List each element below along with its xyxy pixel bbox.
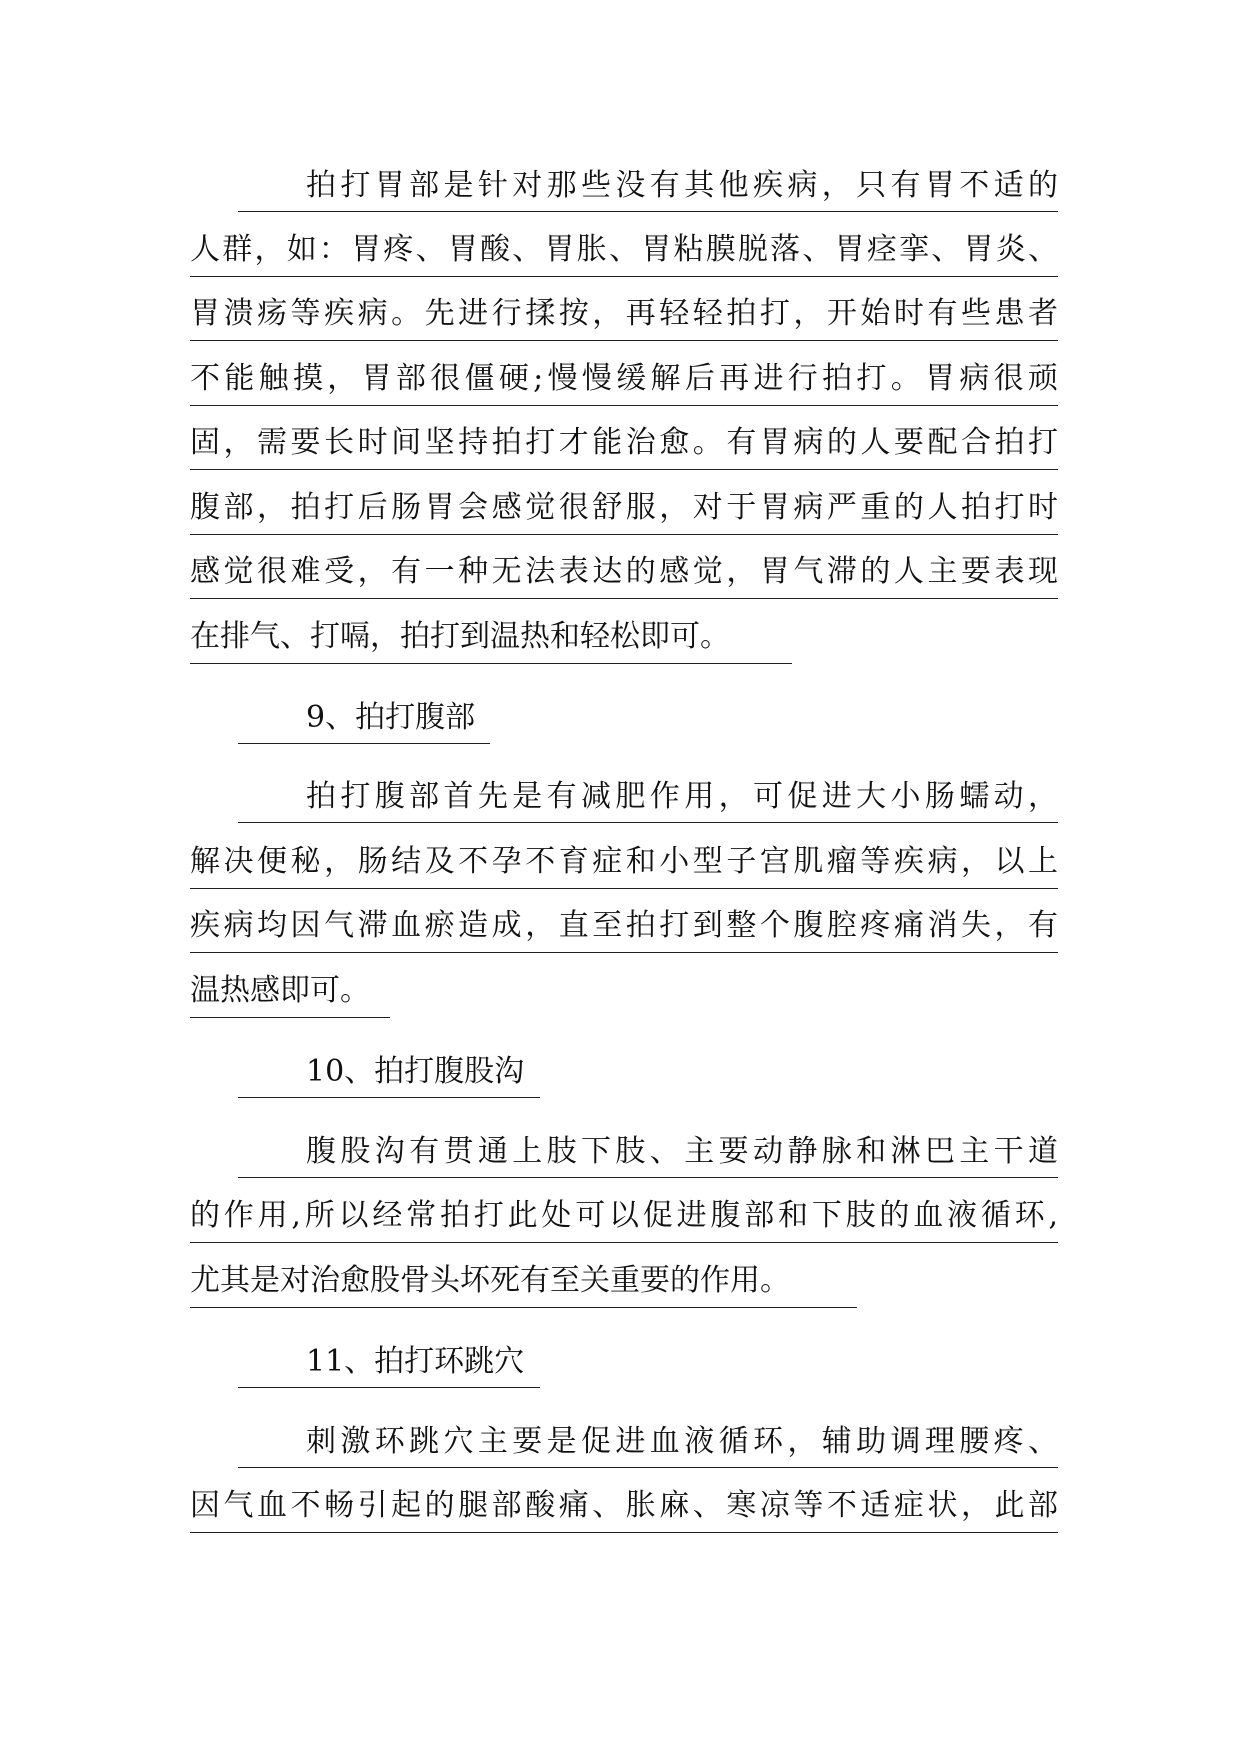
paragraph-1-line-6: 腹部，拍打后肠胃会感觉很舒服，对于胃病严重的人拍打时 [190, 482, 1058, 535]
section-heading-9: 9、拍打腹部 [238, 692, 490, 744]
paragraph-1-line-5: 固，需要长时间坚持拍打才能治愈。有胃病的人要配合拍打 [190, 417, 1058, 470]
paragraph-1-line-3: 胃溃疡等疾病。先进行揉按，再轻轻拍打，开始时有些患者 [190, 288, 1058, 341]
paragraph-2-line-2: 解决便秘，肠结及不孕不育症和小型子宫肌瘤等疾病，以上 [190, 836, 1058, 889]
section-heading-11: 11、拍打环跳穴 [238, 1336, 540, 1388]
paragraph-3-line-3: 尤其是对治愈股骨头坏死有至关重要的作用。 [190, 1255, 857, 1308]
paragraph-2-line-1: 拍打腹部首先是有减肥作用，可促进大小肠蠕动， [238, 771, 1058, 823]
paragraph-1-line-1: 拍打胃部是针对那些没有其他疾病，只有胃不适的 [238, 160, 1058, 212]
paragraph-1-line-8: 在排气、打嗝，拍打到温热和轻松即可。 [190, 611, 792, 664]
paragraph-4-line-2: 因气血不畅引起的腿部酸痛、胀麻、寒凉等不适症状，此部 [190, 1480, 1058, 1533]
section-heading-10: 10、拍打腹股沟 [238, 1046, 540, 1098]
paragraph-1-line-4: 不能触摸，胃部很僵硬;慢慢缓解后再进行拍打。胃病很顽 [190, 353, 1058, 406]
paragraph-4-line-1: 刺激环跳穴主要是促进血液循环，辅助调理腰疼、 [238, 1416, 1058, 1468]
paragraph-2-line-4: 温热感即可。 [190, 965, 390, 1018]
paragraph-3-line-2: 的作用,所以经常拍打此处可以促进腹部和下肢的血液循环, [190, 1190, 1058, 1243]
paragraph-3-line-1: 腹股沟有贯通上肢下肢、主要动静脉和淋巴主干道 [238, 1126, 1058, 1178]
paragraph-1-line-2: 人群，如：胃疼、胃酸、胃胀、胃粘膜脱落、胃痉挛、胃炎、 [190, 224, 1058, 277]
paragraph-2-line-3: 疾病均因气滞血瘀造成，直至拍打到整个腹腔疼痛消失，有 [190, 900, 1058, 953]
paragraph-1-line-7: 感觉很难受，有一种无法表达的感觉，胃气滞的人主要表现 [190, 546, 1058, 599]
